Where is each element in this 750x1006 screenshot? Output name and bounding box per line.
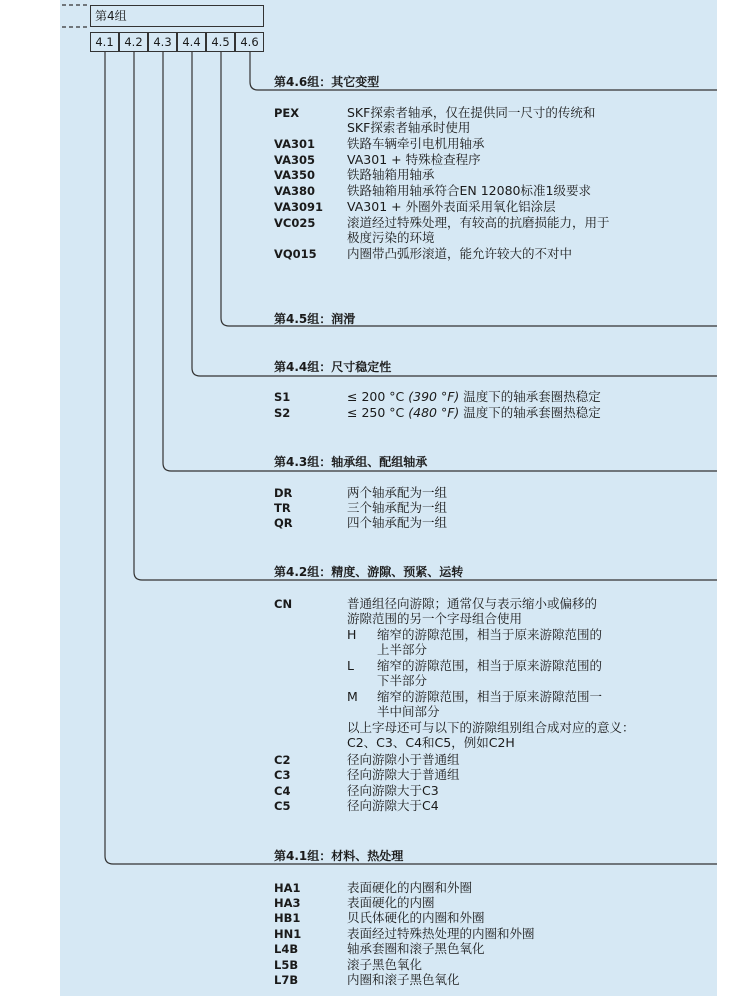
desc-l7b: 内圈和滚子黑色氧化 [347, 972, 460, 987]
desc-dr: 两个轴承配为一组 [347, 485, 448, 500]
desc-hn1: 表面经过特殊热处理的内圈和外圈 [347, 926, 535, 941]
desc-s1: ≤ 200 °C (390 °F) 温度下的轴承套圈热稳定 [347, 389, 601, 404]
desc-hb1: 贝氏体硬化的内圈和外圈 [347, 910, 485, 925]
subgroup-4-6: 4.6 [235, 32, 264, 52]
group-header: 第4组 [90, 5, 264, 27]
code-s1: S1 [274, 390, 291, 404]
desc-c2: 径向游隙小于普通组 [347, 752, 460, 767]
code-c2: C2 [274, 753, 291, 767]
code-c4: C4 [274, 784, 291, 798]
code-l4b: L4B [274, 942, 299, 956]
code-qr: QR [274, 516, 293, 530]
code-va3091: VA3091 [274, 200, 324, 214]
desc-qr: 四个轴承配为一组 [347, 515, 448, 530]
code-vq015: VQ015 [274, 247, 317, 261]
code-va350: VA350 [274, 168, 316, 182]
code-l7b: L7B [274, 973, 299, 987]
desc-c3: 径向游隙大于普通组 [347, 767, 460, 782]
desc-ha1: 表面硬化的内圈和外圈 [347, 880, 473, 895]
desc-ha3: 表面硬化的内圈 [347, 895, 435, 910]
code-va301: VA301 [274, 137, 316, 151]
desc-c4: 径向游隙大于C3 [347, 783, 439, 798]
code-hn1: HN1 [274, 927, 302, 941]
code-va305: VA305 [274, 153, 316, 167]
code-s2: S2 [274, 406, 291, 420]
code-c5: C5 [274, 799, 291, 813]
code-va380: VA380 [274, 184, 316, 198]
code-hb1: HB1 [274, 911, 301, 925]
desc-vc025: 滚道经过特殊处理，有较高的抗磨损能力，用于 极度污染的环境 [347, 215, 610, 246]
subgroup-4-1: 4.1 [90, 32, 119, 52]
subgroup-4-3: 4.3 [148, 32, 177, 52]
code-ha3: HA3 [274, 896, 301, 910]
group-4-3-title: 第4.3组：轴承组、配组轴承 [274, 455, 428, 469]
sub-letter-m: M [347, 689, 358, 704]
subgroup-4-2: 4.2 [119, 32, 148, 52]
desc-l4b: 轴承套圈和滚子黑色氧化 [347, 941, 485, 956]
sub-letter-h: H [347, 627, 357, 642]
desc-va305: VA301 + 特殊检查程序 [347, 152, 481, 167]
group-4-4-title: 第4.4组：尺寸稳定性 [274, 360, 392, 374]
desc-va301: 铁路车辆牵引电机用轴承 [347, 136, 485, 151]
desc-tr: 三个轴承配为一组 [347, 500, 448, 515]
subgroup-4-5: 4.5 [206, 32, 235, 52]
code-dr: DR [274, 486, 293, 500]
sub-desc-m: 缩窄的游隙范围，相当于原来游隙范围一 半中间部分 [377, 689, 603, 720]
desc-l5b: 滚子黑色氧化 [347, 957, 423, 972]
desc-va3091: VA301 + 外圈外表面采用氧化铝涂层 [347, 199, 556, 214]
desc-vq015: 内圈带凸弧形滚道，能允许较大的不对中 [347, 246, 573, 261]
group-4-2-title: 第4.2组：精度、游隙、预紧、运转 [274, 565, 464, 579]
desc-c5: 径向游隙大于C4 [347, 798, 439, 813]
code-vc025: VC025 [274, 216, 316, 230]
cn-note: 以上字母还可与以下的游隙组别组合成对应的意义： C2、C3、C4和C5，例如C2H [347, 720, 635, 751]
sub-desc-h: 缩窄的游隙范围，相当于原来游隙范围的 上半部分 [377, 627, 603, 658]
code-l5b: L5B [274, 958, 299, 972]
desc-s2: ≤ 250 °C (480 °F) 温度下的轴承套圈热稳定 [347, 405, 601, 420]
sub-desc-l: 缩窄的游隙范围，相当于原来游隙范围的 下半部分 [377, 658, 603, 689]
code-ha1: HA1 [274, 881, 301, 895]
desc-va380: 铁路轴箱用轴承符合EN 12080标准1级要求 [347, 183, 591, 198]
group-4-6-title: 第4.6组：其它变型 [274, 75, 380, 89]
desc-cn: 普通组径向游隙；通常仅与表示缩小或偏移的 游隙范围的另一个字母组合使用 [347, 596, 598, 627]
desc-pex: SKF探索者轴承，仅在提供同一尺寸的传统和 SKF探索者轴承时使用 [347, 105, 596, 136]
desc-va350: 铁路轴箱用轴承 [347, 167, 435, 182]
code-pex: PEX [274, 106, 300, 120]
sub-letter-l: L [347, 658, 354, 673]
code-cn: CN [274, 597, 293, 611]
code-tr: TR [274, 501, 291, 515]
group-4-1-title: 第4.1组：材料、热处理 [274, 849, 404, 863]
code-c3: C3 [274, 768, 291, 782]
group-4-5-title: 第4.5组：润滑 [274, 312, 356, 326]
subgroup-4-4: 4.4 [177, 32, 206, 52]
